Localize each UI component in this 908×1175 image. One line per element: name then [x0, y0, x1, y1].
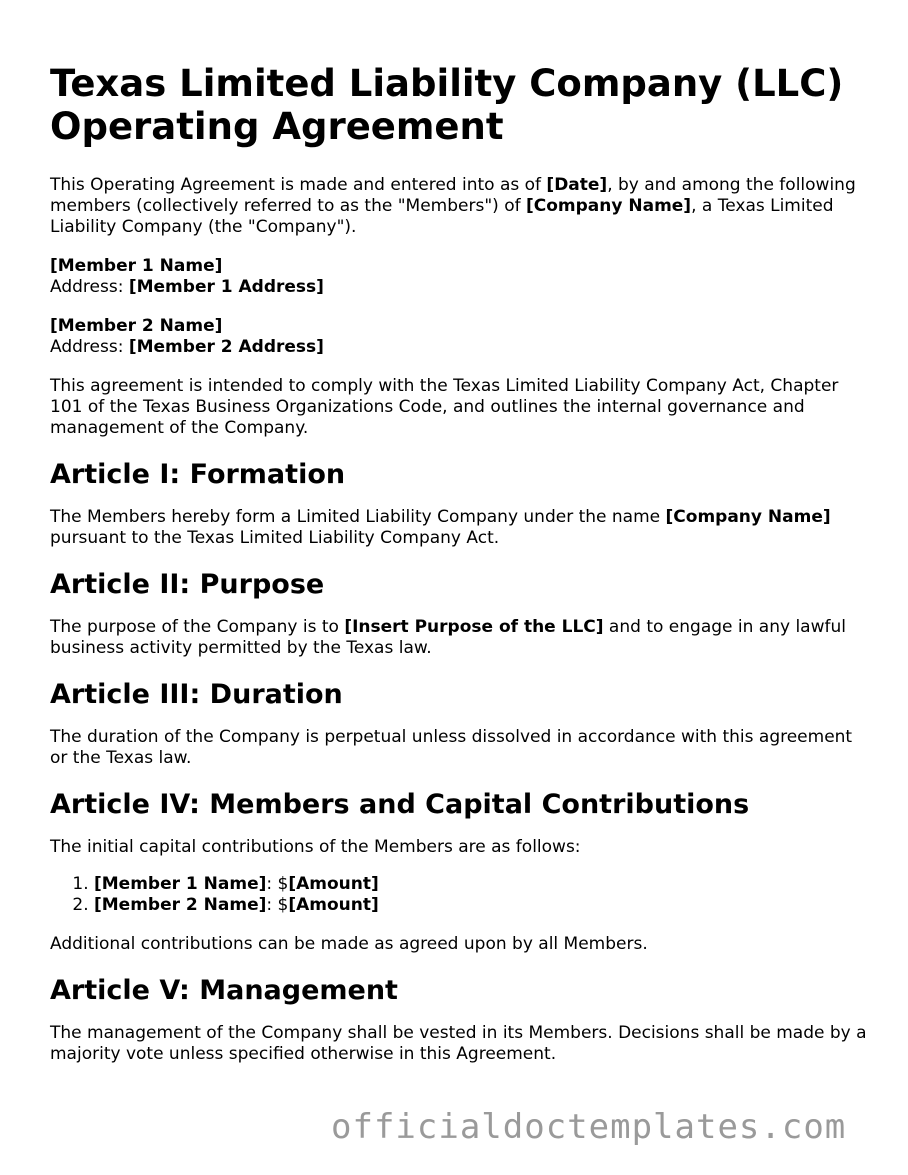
- watermark: officialdoctemplates.com: [331, 1107, 847, 1147]
- date-placeholder: [Date]: [546, 175, 608, 195]
- member-1-address-label: Address:: [50, 277, 129, 297]
- company-name-placeholder: [Company Name]: [525, 196, 692, 216]
- article-3-heading: Article III: Duration: [50, 679, 343, 710]
- article-3-text: The duration of the Company is perpetual unless dissolved in accordance with this agreement or the Texas law.: [50, 727, 853, 768]
- document-title: [50, 62, 870, 148]
- member-1-address: [Member 1 Address]: [128, 277, 324, 297]
- article-5-text: The management of the Company shall be vested in its Members. Decisions shall be made by a majority vote unless specified otherwise in this Agreement.: [50, 1023, 867, 1064]
- contribution-1-name: [Member 1 Name]: [94, 874, 267, 894]
- article-5-heading: Article V: Management: [50, 975, 398, 1006]
- list-item: [94, 895, 870, 916]
- additional-contributions-text: Additional contributions can be made as agreed upon by all Members.: [50, 934, 648, 954]
- contribution-1-amount: [Amount]: [288, 874, 379, 894]
- article-1-text-1: The Members hereby form a Limited Liability Company under the name: [50, 507, 666, 527]
- article-2-text-1: The purpose of the Company is to: [50, 617, 345, 637]
- member-2-name: [Member 2 Name]: [50, 316, 223, 336]
- article-2-text-2: and to engage in any lawful business activity permitted by the Texas law.: [50, 617, 846, 658]
- member-1-name: [Member 1 Name]: [50, 256, 223, 276]
- compliance-paragraph: This agreement is intended to comply with the Texas Limited Liability Company Act, Chapter 101 of the Texas Business Organizations Code, and outlines the internal governance and management of the Company.: [50, 376, 839, 438]
- article-1-company-placeholder: [Company Name]: [665, 507, 831, 527]
- article-4-heading: Article IV: Members and Capital Contributions: [50, 789, 750, 820]
- intro-text-3: , a Texas Limited Liability Company (the "Company").: [50, 196, 834, 237]
- member-2-address: [Member 2 Address]: [128, 337, 324, 357]
- member-2-address-label: Address:: [50, 337, 129, 357]
- article-1-text-2: pursuant to the Texas Limited Liability Company Act.: [50, 528, 500, 548]
- article-4-text: The initial capital contributions of the Members are as follows:: [50, 837, 581, 857]
- contribution-2-sep: : $: [266, 895, 289, 915]
- document-page: [50, 62, 870, 1081]
- title-line-1: Texas Limited Liability Company (LLC): [50, 62, 844, 105]
- contributions-list: [50, 874, 870, 916]
- contribution-2-amount: [Amount]: [288, 895, 379, 915]
- article-1-text: [50, 507, 870, 549]
- list-item: [94, 874, 870, 895]
- purpose-placeholder: [Insert Purpose of the LLC]: [344, 617, 604, 637]
- article-2-text: [50, 617, 870, 659]
- title-line-2: Operating Agreement: [50, 105, 504, 148]
- member-1-block: [50, 256, 870, 298]
- contribution-2-name: [Member 2 Name]: [94, 895, 267, 915]
- contribution-1-sep: : $: [266, 874, 289, 894]
- member-2-block: [50, 316, 870, 358]
- intro-paragraph: [50, 175, 870, 238]
- article-2-heading: Article II: Purpose: [50, 569, 325, 600]
- intro-text-1: This Operating Agreement is made and entered into as of: [50, 175, 547, 195]
- article-1-heading: Article I: Formation: [50, 459, 346, 490]
- intro-text-2: , by and among the following members (collectively referred to as the "Members") of: [50, 175, 856, 216]
